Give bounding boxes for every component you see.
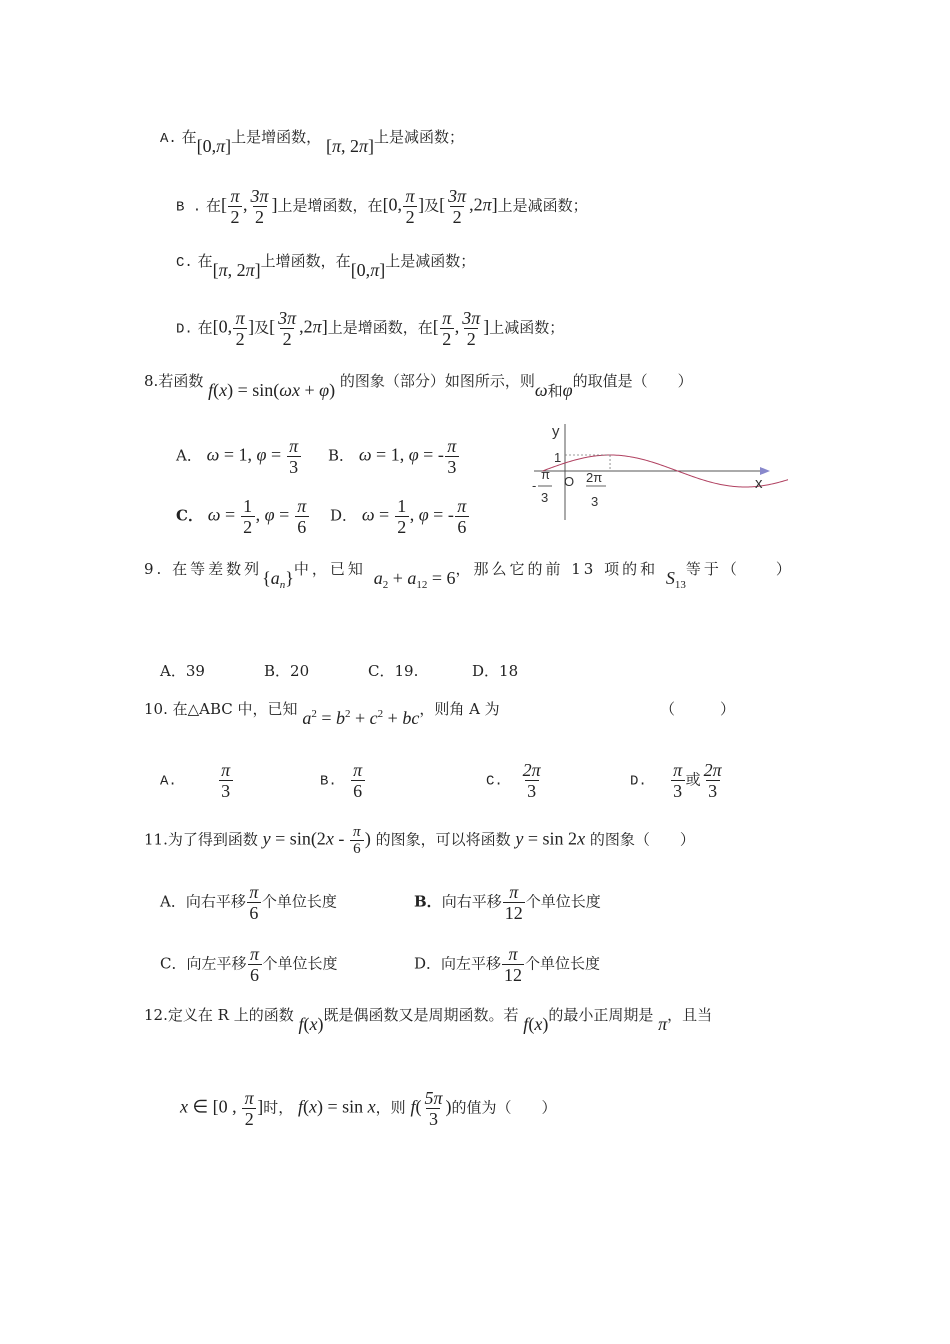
source-function: y <box>515 828 524 849</box>
q10-option-b: B. $\frac{\pi}{6}$ <box>320 760 366 801</box>
function-expression: f <box>208 380 214 400</box>
q12-stem-line2: x ∈ [0 , $\frac{\pi}{2}$ ]时， f(x) = sin x，则 f( $\frac{5\pi}{3}$ )的值为（ ） <box>180 1088 557 1129</box>
q9-stem: 9. 在等差数列$\{a_n\}$中，已知 $a_2 + a_{12} = 6$，那么它的前 13 项的和 $S_{13}$等于（ ） <box>144 560 794 591</box>
q7-option-d: D. 在[0, $\frac{\pi}{2}$ ]及[ $\frac{3\pi}{2}$ ,2π]上是增函数，在[ $\frac{\pi}{2}$ , $\frac{3\pi}{2}$ ]上减函数； <box>176 308 565 349</box>
q11-option-b: B．向右平移 $\frac{\pi}{12}$ 个单位长度 <box>414 882 601 923</box>
interval-pi-2pi: [π, 2π] <box>325 136 374 156</box>
cosine-relation: $a^2 = b^2 + c^2$ + bc <box>302 708 420 728</box>
tick-label-right-numerator: 2π <box>586 470 603 485</box>
x-axis-arrow <box>760 467 770 475</box>
q11-option-c: C．向左平移 $\frac{\pi}{6}$ 个单位长度 <box>160 944 338 985</box>
q10-option-c: C. $\frac{2\pi}{3}$ <box>486 760 541 801</box>
tick-label-left-sign: - <box>532 478 537 493</box>
q10-stem: 10. 在△ABC 中，已知 $a^2 = b^2 + c^2$ + bc，则角 A 为 <box>144 700 500 728</box>
q11-option-d: D．向左平移 $\frac{\pi}{12}$ 个单位长度 <box>414 944 601 985</box>
q8-option-a: A． ω = 1, φ = $\frac{\pi}{3}$ <box>176 436 302 477</box>
q8-option-d: D． ω = $\frac{1}{2}$ , φ = - $\frac{\pi}{6}$ <box>330 496 470 537</box>
q10-option-d: D. $\frac{\pi}{3}$ 或 $\frac{2\pi}{3}$ <box>630 760 722 801</box>
q10-answer-paren: （ ） <box>660 700 736 718</box>
q7-option-a: A. 在[0,π]上是增函数， [π, 2π]上是减函数； <box>160 128 465 156</box>
y-axis-label: y <box>552 423 560 440</box>
q9-option-a: A．39 <box>160 662 205 680</box>
interval-0-pi: [0,π] <box>196 136 232 156</box>
sum-condition: $a_2 + a_{12} = 6$ <box>373 568 456 591</box>
q9-option-d: D．18 <box>472 662 519 680</box>
q10-option-a: A. $\frac{\pi}{3}$ <box>160 760 234 801</box>
origin-label: O <box>564 474 575 489</box>
tick-label-left-denominator: 3 <box>541 490 549 505</box>
q11-option-a: A．向右平移 $\frac{\pi}{6}$ 个单位长度 <box>160 882 337 923</box>
q8-stem: 8.若函数 f(x) = sin(ωx + φ) 的图象（部分）如图所示，则ω和φ的取值是（ ） <box>144 372 693 400</box>
q7-option-b: B . 在[ $\frac{\pi}{2}$ , $\frac{3\pi}{2}$ ]上是增函数，在[0, $\frac{\pi}{2}$ ]及[ $\frac{3\pi}{2}$ ,2π]上是减函数； <box>176 186 588 227</box>
q7-option-c: C. 在[π, 2π]上增函数，在[0,π]上是减函数； <box>176 252 476 280</box>
q12-stem-line1: 12.定义在 R 上的函数 f(x)既是偶函数又是周期函数。若 f(x)的最小正周期是 π，且当 <box>144 1006 713 1034</box>
q9-option-c: C．19. <box>368 662 419 680</box>
x-axis-label: x <box>755 475 763 492</box>
tick-label-right-denominator: 3 <box>591 494 599 509</box>
q9-option-b: B．20 <box>264 662 310 680</box>
target-function: y <box>262 828 271 849</box>
tick-label-left-numerator: π <box>541 467 550 482</box>
q11-stem: 11.为了得到函数 y = sin(2x - $\frac{\pi}{6}$ ) 的图象，可以将函数 y = sin 2x 的图象（ ） <box>144 824 695 857</box>
tick-label-one: 1 <box>554 450 562 465</box>
q8-option-c: C． ω = $\frac{1}{2}$ , φ = $\frac{\pi}{6}$ <box>176 496 310 537</box>
sine-graph <box>528 418 788 528</box>
q8-option-b: B． ω = 1, φ = - $\frac{\pi}{3}$ <box>328 436 460 477</box>
